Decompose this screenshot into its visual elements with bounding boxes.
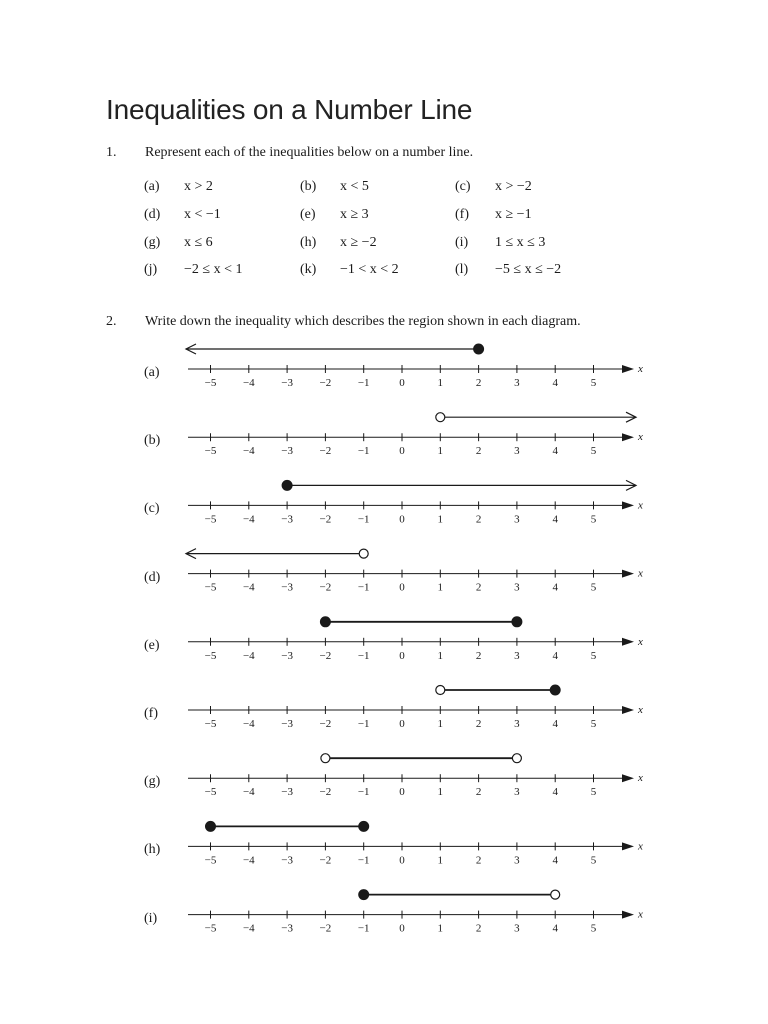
axis-tick-label: 2 — [475, 922, 482, 935]
axis-tick-label: −4 — [242, 718, 255, 730]
axis-tick-label: 5 — [590, 718, 597, 730]
axis-tick-label: 5 — [590, 377, 597, 389]
inequality-expression: x ≥ −1 — [495, 207, 532, 222]
inequality-label: (g) — [144, 235, 161, 250]
axis-tick-label: 3 — [514, 649, 520, 662]
axis-arrowhead — [622, 911, 634, 919]
axis-tick-label: 0 — [399, 786, 405, 799]
axis-tick-label: −2 — [319, 513, 332, 526]
inequality-label: (a) — [144, 179, 160, 194]
inequality-label: (k) — [300, 262, 317, 277]
inequality-label: (d) — [144, 207, 161, 222]
inequality-expression: x > −2 — [495, 179, 532, 194]
axis-tick-label: 4 — [552, 786, 558, 799]
diagram-label: (e) — [144, 637, 160, 653]
axis-tick-label: 1 — [437, 786, 444, 799]
axis-variable-label: x — [638, 840, 643, 853]
axis-tick-label: 1 — [437, 445, 444, 458]
inequality-item — [300, 235, 377, 251]
diagram-label: (f) — [144, 706, 158, 721]
inequality-label: (i) — [455, 235, 469, 250]
axis-tick-label: 5 — [590, 922, 597, 935]
diagram-label: (g) — [144, 774, 161, 790]
axis-tick-label: 5 — [590, 786, 597, 799]
axis-tick-label: −1 — [357, 445, 370, 458]
axis-tick-label: −2 — [319, 445, 332, 458]
inequality-expression: x > 2 — [184, 179, 213, 194]
inequality-item — [300, 207, 369, 223]
axis-tick-label: −2 — [319, 786, 332, 799]
question-2-prompt: Write down the inequality which describes the region shown in each diagram. — [145, 314, 581, 329]
question-1-prompt: Represent each of the inequalities below on a number line. — [145, 145, 474, 160]
axis-tick-label: −1 — [357, 922, 370, 935]
closed-endpoint — [206, 821, 216, 831]
inequality-label: (l) — [455, 262, 469, 277]
axis-tick-label: 0 — [399, 445, 405, 458]
axis-tick-label: −1 — [357, 718, 370, 730]
axis-tick-label: 1 — [437, 377, 444, 389]
axis-tick-label: 0 — [399, 854, 405, 867]
inequality-expression: −2 ≤ x < 1 — [184, 262, 243, 277]
axis-tick-label: 2 — [475, 854, 482, 867]
closed-endpoint — [550, 685, 560, 695]
axis-tick-label: 5 — [590, 445, 597, 458]
inequality-expression: x < −1 — [184, 207, 221, 222]
axis-tick-label: 3 — [514, 377, 520, 389]
axis-tick-label: −3 — [281, 854, 293, 867]
inequality-item — [144, 179, 213, 195]
axis-tick-label: 0 — [399, 922, 405, 935]
inequality-expression: 1 ≤ x ≤ 3 — [495, 235, 546, 250]
axis-tick-label: −3 — [281, 445, 293, 458]
axis-tick-label: 2 — [475, 445, 482, 458]
axis-variable-label: x — [638, 704, 643, 716]
axis-tick-label: 2 — [475, 581, 482, 594]
inequality-label: (c) — [455, 179, 471, 194]
inequality-item — [144, 262, 242, 278]
inequality-expression: x < 5 — [340, 179, 369, 194]
inequality-label: (f) — [455, 207, 469, 222]
axis-tick-label: −5 — [204, 786, 217, 799]
axis-tick-label: −4 — [242, 445, 255, 458]
axis-tick-label: −5 — [204, 649, 217, 662]
axis-arrowhead — [622, 501, 634, 509]
axis-tick-label: −3 — [281, 718, 293, 730]
region-arrowhead — [626, 480, 636, 490]
axis-tick-label: 1 — [437, 581, 444, 594]
axis-tick-label: −5 — [204, 854, 217, 867]
axis-variable-label: x — [638, 499, 643, 512]
closed-endpoint — [512, 617, 522, 627]
axis-variable-label: x — [638, 772, 643, 785]
axis-tick-label: −4 — [242, 922, 255, 935]
inequality-item — [300, 179, 369, 195]
open-endpoint — [321, 754, 330, 763]
axis-tick-label: 0 — [399, 649, 405, 662]
open-endpoint — [436, 686, 445, 695]
axis-tick-label: 0 — [399, 377, 405, 389]
axis-tick-label: −2 — [319, 854, 332, 867]
axis-tick-label: 0 — [399, 718, 405, 730]
inequality-expression: −1 < x < 2 — [340, 262, 399, 277]
axis-variable-label: x — [638, 567, 643, 580]
axis-tick-label: 4 — [552, 649, 558, 662]
page-title: Inequalities on a Number Line — [106, 94, 473, 125]
axis-tick-label: 2 — [475, 649, 482, 662]
axis-tick-label: −2 — [319, 718, 332, 730]
axis-tick-label: 0 — [399, 513, 405, 526]
closed-endpoint — [320, 617, 330, 627]
inequality-expression: x ≥ −2 — [340, 235, 377, 250]
axis-tick-label: 2 — [475, 513, 482, 526]
axis-tick-label: 5 — [590, 513, 597, 526]
inequality-expression: x ≤ 6 — [184, 235, 213, 250]
question-1-number: 1. — [106, 145, 117, 160]
inequality-label: (b) — [300, 179, 317, 194]
inequality-item — [455, 235, 545, 251]
axis-tick-label: −3 — [281, 786, 293, 799]
axis-tick-label: 5 — [590, 649, 597, 662]
axis-tick-label: −1 — [357, 377, 370, 389]
region-arrowhead — [186, 344, 196, 354]
axis-tick-label: 1 — [437, 854, 444, 867]
axis-tick-label: 3 — [514, 922, 520, 935]
axis-tick-label: 0 — [399, 581, 405, 594]
axis-tick-label: −2 — [319, 377, 332, 389]
axis-variable-label: x — [638, 431, 643, 444]
axis-tick-label: −4 — [242, 854, 255, 867]
axis-tick-label: −4 — [242, 649, 255, 662]
axis-tick-label: 3 — [514, 513, 520, 526]
axis-tick-label: 3 — [514, 718, 520, 730]
axis-tick-label: −3 — [281, 581, 293, 594]
axis-tick-label: 4 — [552, 513, 558, 526]
region-arrowhead — [626, 412, 636, 422]
diagram-label: (b) — [144, 433, 161, 449]
open-endpoint — [359, 549, 368, 558]
axis-tick-label: −1 — [357, 854, 370, 867]
axis-tick-label: 2 — [475, 718, 482, 730]
axis-tick-label: 4 — [552, 718, 558, 730]
axis-tick-label: −5 — [204, 445, 217, 458]
axis-tick-label: 3 — [514, 854, 520, 867]
axis-tick-label: 2 — [475, 786, 482, 799]
axis-tick-label: −5 — [204, 581, 217, 594]
axis-tick-label: −2 — [319, 922, 332, 935]
axis-tick-label: 4 — [552, 377, 558, 389]
open-endpoint — [436, 413, 445, 422]
axis-tick-label: −1 — [357, 649, 370, 662]
axis-tick-label: 1 — [437, 513, 444, 526]
axis-arrowhead — [622, 638, 634, 646]
closed-endpoint — [282, 480, 292, 490]
inequality-expression: −5 ≤ x ≤ −2 — [495, 262, 562, 277]
axis-arrowhead — [622, 706, 634, 714]
axis-tick-label: 4 — [552, 581, 558, 594]
axis-tick-label: −3 — [281, 922, 293, 935]
axis-variable-label: x — [638, 908, 643, 921]
axis-tick-label: −3 — [281, 513, 293, 526]
axis-tick-label: 1 — [437, 922, 444, 935]
axis-tick-label: −2 — [319, 649, 332, 662]
axis-tick-label: −5 — [204, 377, 217, 389]
inequality-item — [455, 207, 532, 223]
region-arrowhead — [186, 549, 196, 559]
axis-tick-label: 4 — [552, 854, 558, 867]
axis-arrowhead — [622, 774, 634, 782]
axis-arrowhead — [622, 842, 634, 850]
inequality-expression: x ≥ 3 — [340, 207, 369, 222]
inequality-item — [300, 262, 399, 278]
axis-tick-label: −5 — [204, 718, 217, 730]
axis-arrowhead — [622, 365, 634, 373]
axis-tick-label: −1 — [357, 786, 370, 799]
axis-tick-label: 2 — [475, 377, 482, 389]
closed-endpoint — [474, 344, 484, 354]
axis-arrowhead — [622, 433, 634, 441]
inequality-label: (e) — [300, 207, 316, 222]
diagram-label: (d) — [144, 569, 161, 585]
axis-tick-label: −2 — [319, 581, 332, 594]
axis-tick-label: −4 — [242, 786, 255, 799]
axis-tick-label: −5 — [204, 513, 217, 526]
axis-tick-label: 5 — [590, 854, 597, 867]
axis-tick-label: 3 — [514, 786, 520, 799]
inequality-item — [144, 235, 213, 251]
inequality-label: (j) — [144, 262, 158, 277]
axis-tick-label: 3 — [514, 581, 520, 594]
axis-tick-label: −5 — [204, 922, 217, 935]
axis-tick-label: −4 — [242, 581, 255, 594]
axis-tick-label: 1 — [437, 718, 444, 730]
axis-tick-label: −3 — [281, 377, 293, 389]
axis-tick-label: −1 — [357, 581, 370, 594]
closed-endpoint — [359, 821, 369, 831]
inequality-label: (h) — [300, 235, 317, 250]
inequality-item — [455, 179, 532, 195]
diagram-label: (h) — [144, 842, 161, 858]
inequality-item — [144, 207, 221, 223]
axis-tick-label: 3 — [514, 445, 520, 458]
diagram-label: (i) — [144, 910, 158, 926]
axis-tick-label: 5 — [590, 581, 597, 594]
axis-variable-label: x — [638, 635, 643, 648]
axis-arrowhead — [622, 570, 634, 578]
closed-endpoint — [359, 890, 369, 900]
question-2-number: 2. — [106, 314, 117, 329]
axis-tick-label: 4 — [552, 922, 558, 935]
axis-tick-label: 1 — [437, 649, 444, 662]
axis-tick-label: −1 — [357, 513, 370, 526]
axis-tick-label: −3 — [281, 649, 293, 662]
open-endpoint — [512, 754, 521, 763]
diagram-label: (a) — [144, 365, 160, 380]
axis-tick-label: −4 — [242, 377, 255, 389]
axis-variable-label: x — [638, 363, 643, 375]
axis-tick-label: −4 — [242, 513, 255, 526]
open-endpoint — [551, 890, 560, 899]
axis-tick-label: 4 — [552, 445, 558, 458]
inequality-item — [455, 262, 561, 278]
diagram-label: (c) — [144, 501, 160, 517]
